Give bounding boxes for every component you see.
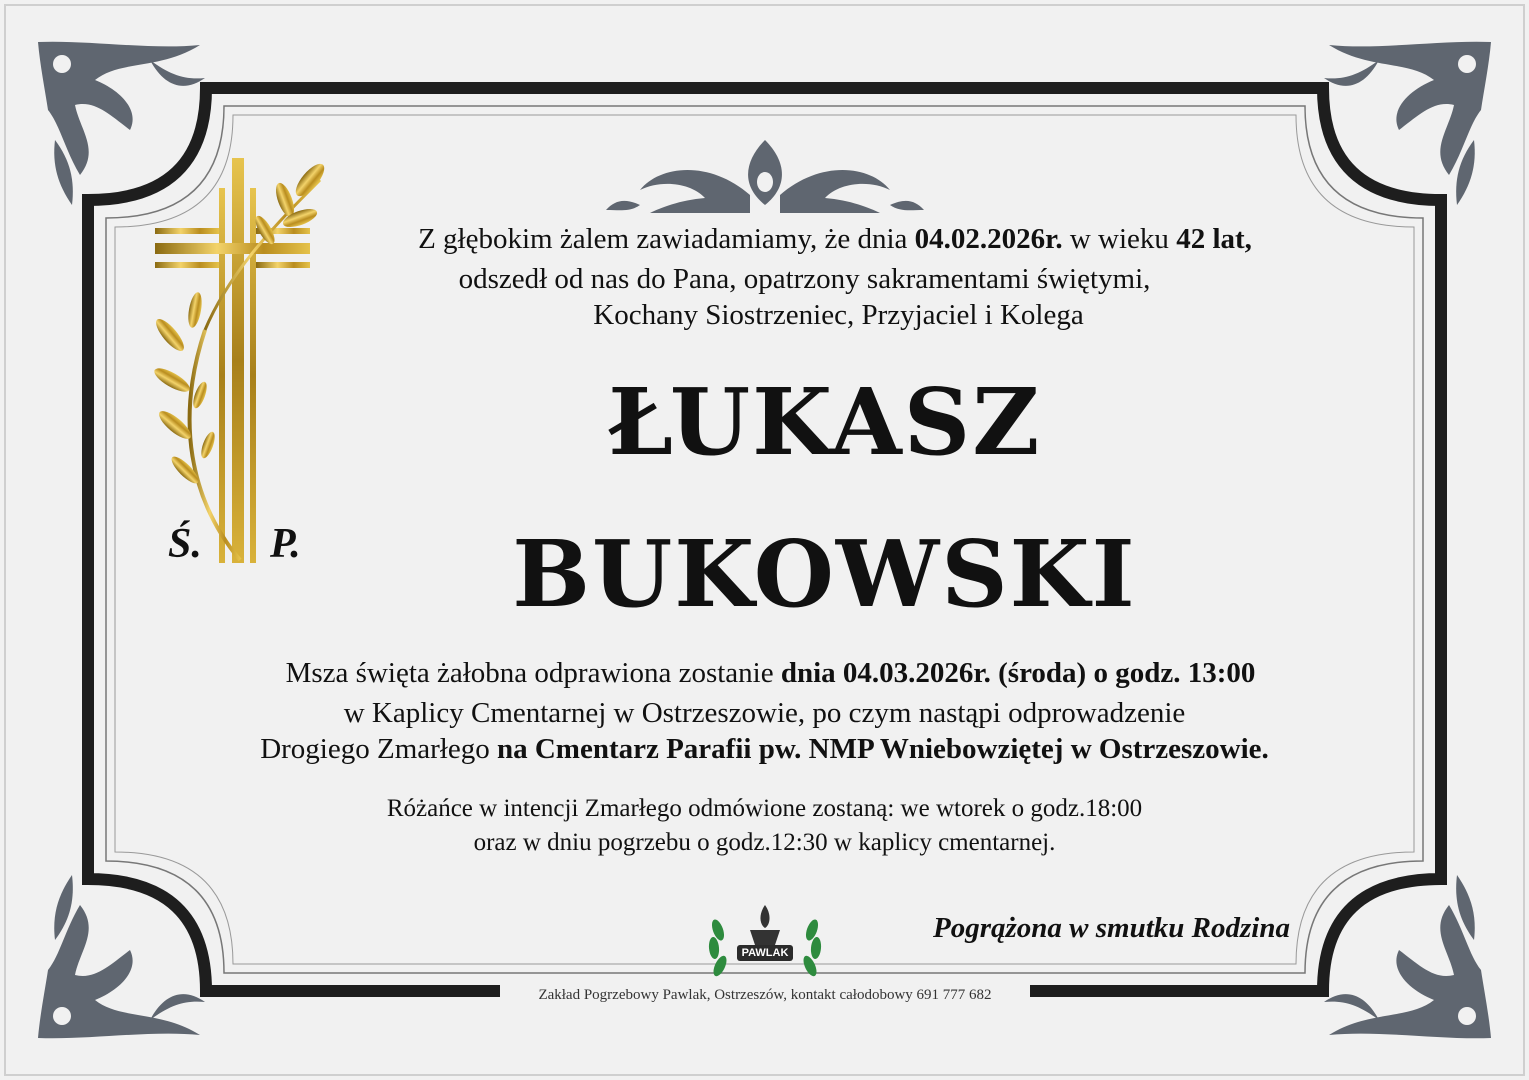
age-value: 42 lat,: [1176, 223, 1252, 255]
mass-prefix: Msza święta żałobna odprawiona zostanie: [285, 657, 774, 689]
corner-ornament-bottom-left: [38, 875, 205, 1038]
cemetery-name: na Cmentarz Parafii pw. NMP Wniebowziętej w Ostrzeszowie.: [496, 733, 1269, 765]
intro-prefix: Z głębokim żalem zawiadamiamy, że dnia: [418, 223, 908, 255]
mass-line-1: [6, 655, 1529, 691]
mass-line-3: [0, 731, 1529, 767]
mass-datetime: dnia 04.03.2026r. (środa) o godz. 13:00: [780, 657, 1256, 689]
mass-line-2: w Kaplicy Cmentarnej w Ostrzeszowie, po czym nastąpi odprowadzenie: [343, 697, 1186, 729]
intro-line: [135, 222, 1529, 256]
deceased-last-name: BUKOWSKI: [512, 520, 1137, 628]
cross-letter-right: P.: [270, 521, 301, 567]
rosary-line-1: Różańce w intencji Zmarłego odmówione zostaną: we wtorek o godz.18:00: [386, 795, 1143, 822]
rosary-line-2: oraz w dniu pogrzebu o godz.12:30 w kaplicy cmentarnej.: [473, 829, 1056, 856]
corner-ornament-top-right: [1324, 42, 1491, 205]
death-date: 04.02.2026r.: [914, 223, 1063, 255]
corner-ornament-top-left: [38, 42, 205, 205]
urn-icon: [750, 930, 780, 945]
top-center-ornament: [606, 140, 924, 213]
footer-contact: Zakład Pogrzebowy Pawlak, Ostrzeszów, kontakt całodobowy 691 777 682: [500, 983, 1030, 1007]
flame-icon: [760, 905, 769, 928]
age-prefix: w wieku: [1069, 223, 1169, 255]
funeral-home-logo: [708, 905, 822, 978]
family-signature: Pogrążona w smutku Rodzina: [933, 912, 1290, 944]
intro-line-2: odszedł od nas do Pana, opatrzony sakramentami świętymi,: [458, 263, 1151, 295]
logo-name: PAWLAK: [741, 947, 789, 959]
mass-line3-prefix: Drogiego Zmarłego: [260, 733, 490, 765]
corner-ornament-bottom-right: [1324, 875, 1491, 1038]
deceased-first-name: ŁUKASZ: [607, 368, 1042, 476]
cross-letter-left: Ś.: [168, 521, 202, 567]
relationship-line: Kochany Siostrzeniec, Przyjaciel i Kolega: [593, 299, 1084, 331]
